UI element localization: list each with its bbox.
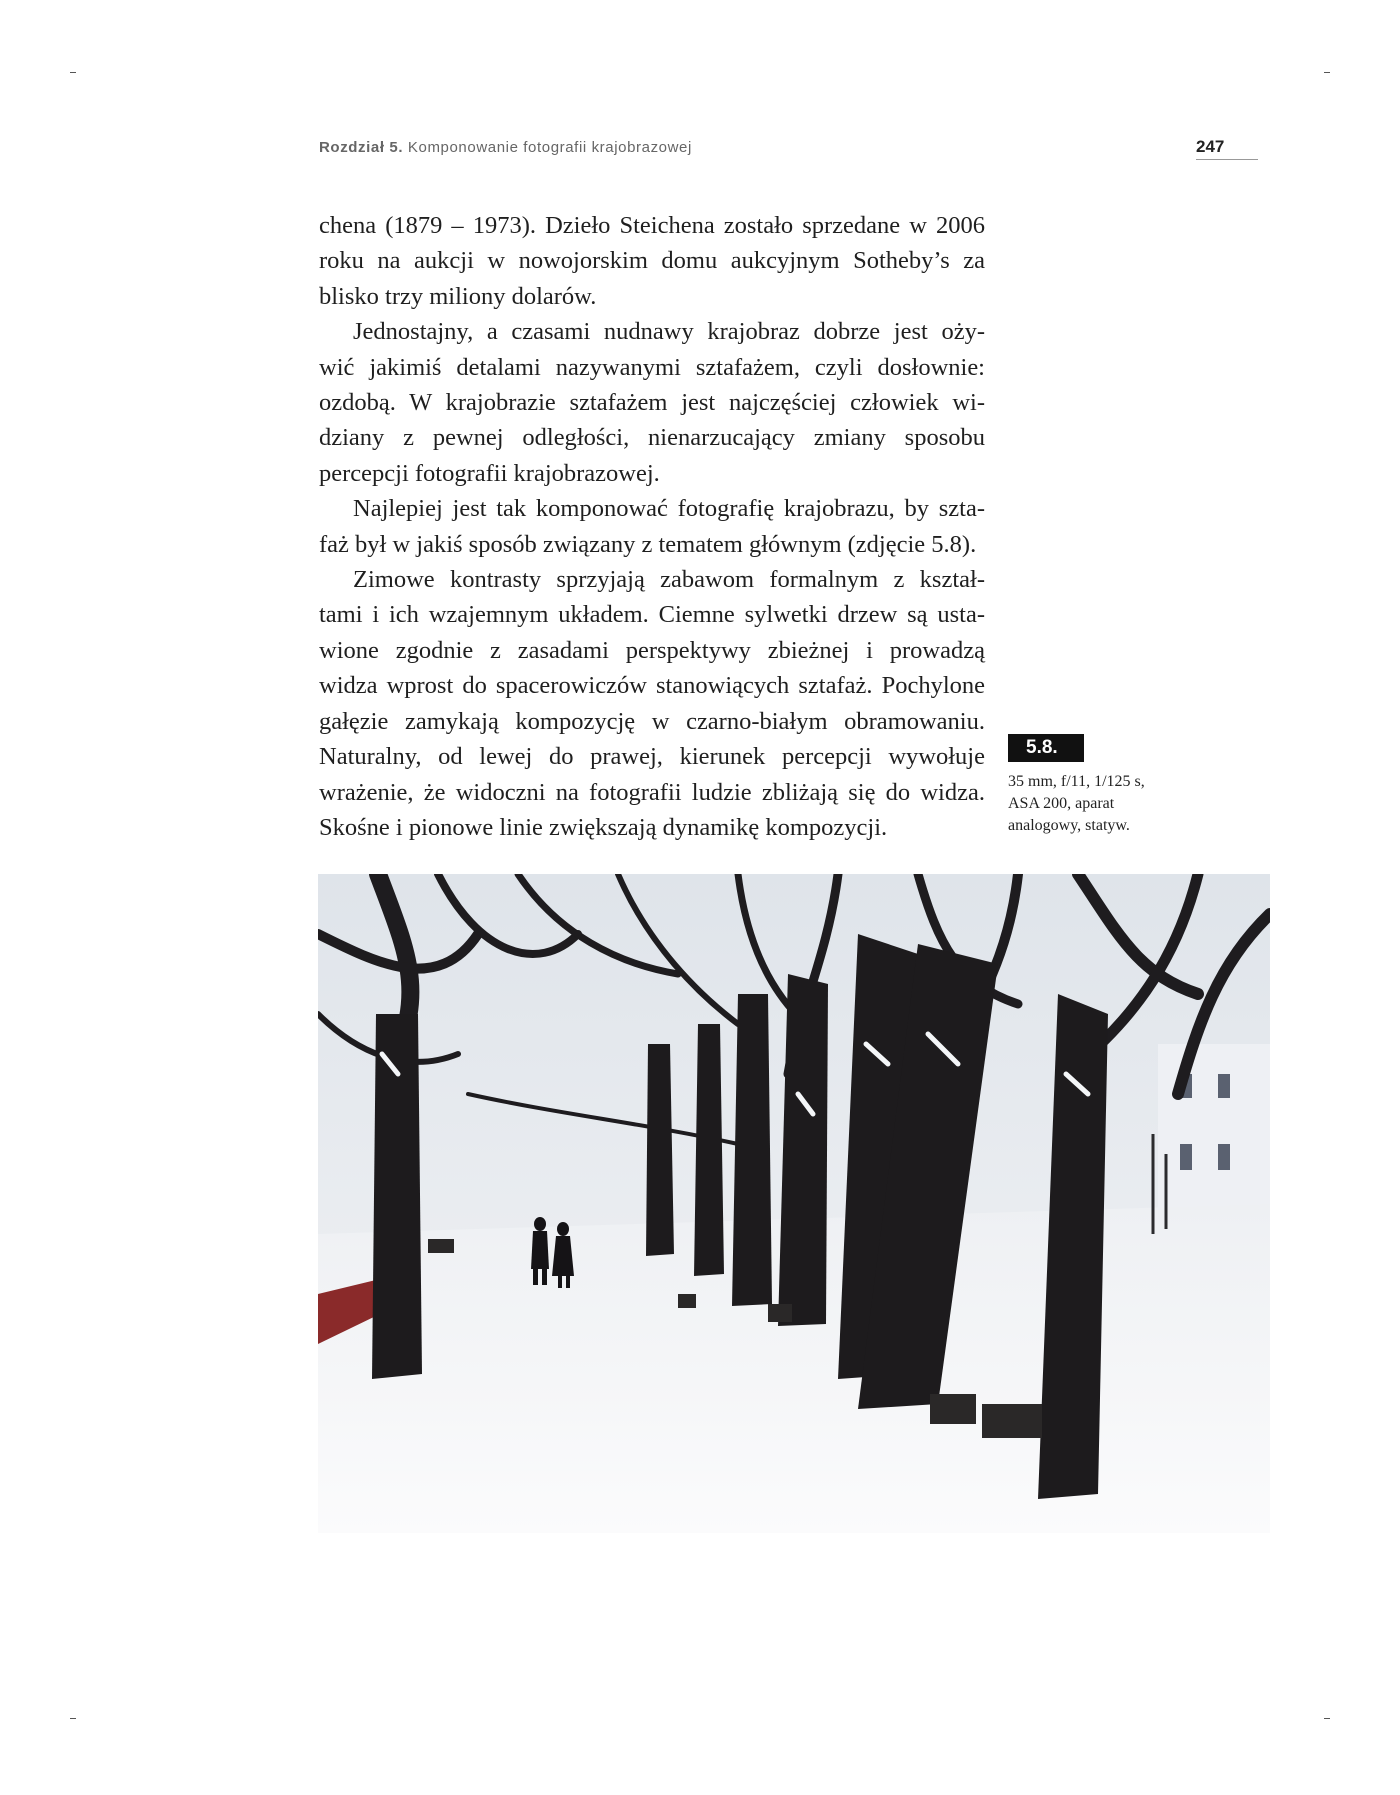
- text-line: wione zgodnie z zasadami perspektywy zbieżnej i prowadzą: [319, 636, 985, 664]
- text-line: ozdobą. W krajobrazie sztafażem jest najczęściej człowiek wi-: [319, 389, 985, 417]
- text-line: dziany z pewnej odległości, nienarzucający zmiany sposobu: [319, 424, 985, 452]
- text-line: Naturalny, od lewej do prawej, kierunek percepcji wywołuje: [319, 743, 985, 771]
- caption-line: ASA 200, aparat: [1008, 795, 1115, 812]
- text-line: roku na aukcji w nowojorskim domu aukcyjnym Sotheby’s za: [319, 247, 985, 275]
- text-line: blisko trzy miliony dolarów.: [319, 282, 597, 310]
- crop-mark-bottom-right: [1324, 1718, 1330, 1719]
- text-line: tami i ich wzajemnym układem. Ciemne sylwetki drzew są usta-: [319, 601, 985, 629]
- chapter-number: Rozdział 5.: [319, 139, 404, 156]
- crop-mark-top-right: [1324, 72, 1330, 73]
- text-line: faż był w jakiś sposób związany z tematem głównym (zdjęcie 5.8).: [319, 530, 977, 558]
- text-line: wrażenie, że widoczni na fotografii ludzie zbliżają się do widza.: [319, 778, 985, 806]
- text-line: Skośne i pionowe linie zwiększają dynamikę kompozycji.: [319, 813, 888, 841]
- text-line: Najlepiej jest tak komponować fotografię krajobrazu, by szta-: [353, 495, 985, 523]
- paragraph: [319, 491, 985, 562]
- caption-line: 35 mm, f/11, 1/125 s,: [1008, 773, 1145, 790]
- caption-line: analogowy, statyw.: [1008, 817, 1130, 834]
- text-line: percepcji fotografii krajobrazowej.: [319, 459, 660, 487]
- crop-mark-top-left: [70, 72, 76, 73]
- paragraph: [319, 314, 985, 491]
- figure-caption: [1008, 771, 1188, 837]
- text-line: wić jakimiś detalami nazywanymi sztafażem, czyli dosłownie:: [319, 353, 985, 381]
- text-line: chena (1879 – 1973). Dzieło Steichena zostało sprzedane w 2006: [319, 212, 985, 239]
- text-line: widza wprost do spacerowiczów stanowiących sztafaż. Pochylone: [319, 672, 985, 700]
- body-text: [319, 208, 985, 845]
- crop-mark-bottom-left: [70, 1718, 76, 1719]
- winter-avenue-photo: [318, 874, 1270, 1533]
- page-number: 247: [1196, 137, 1258, 160]
- running-header: [319, 139, 692, 156]
- paragraph: [319, 208, 985, 314]
- paragraph: [319, 562, 985, 845]
- text-line: Zimowe kontrasty sprzyjają zabawom formalnym z kształ-: [353, 566, 985, 594]
- chapter-title: Komponowanie fotografii krajobrazowej: [407, 139, 692, 156]
- text-line: Jednostajny, a czasami nudnawy krajobraz dobrze jest oży-: [353, 318, 985, 346]
- text-line: gałęzie zamykają kompozycję w czarno-białym obramowaniu.: [319, 707, 985, 735]
- figure-label: 5.8.: [1008, 734, 1084, 762]
